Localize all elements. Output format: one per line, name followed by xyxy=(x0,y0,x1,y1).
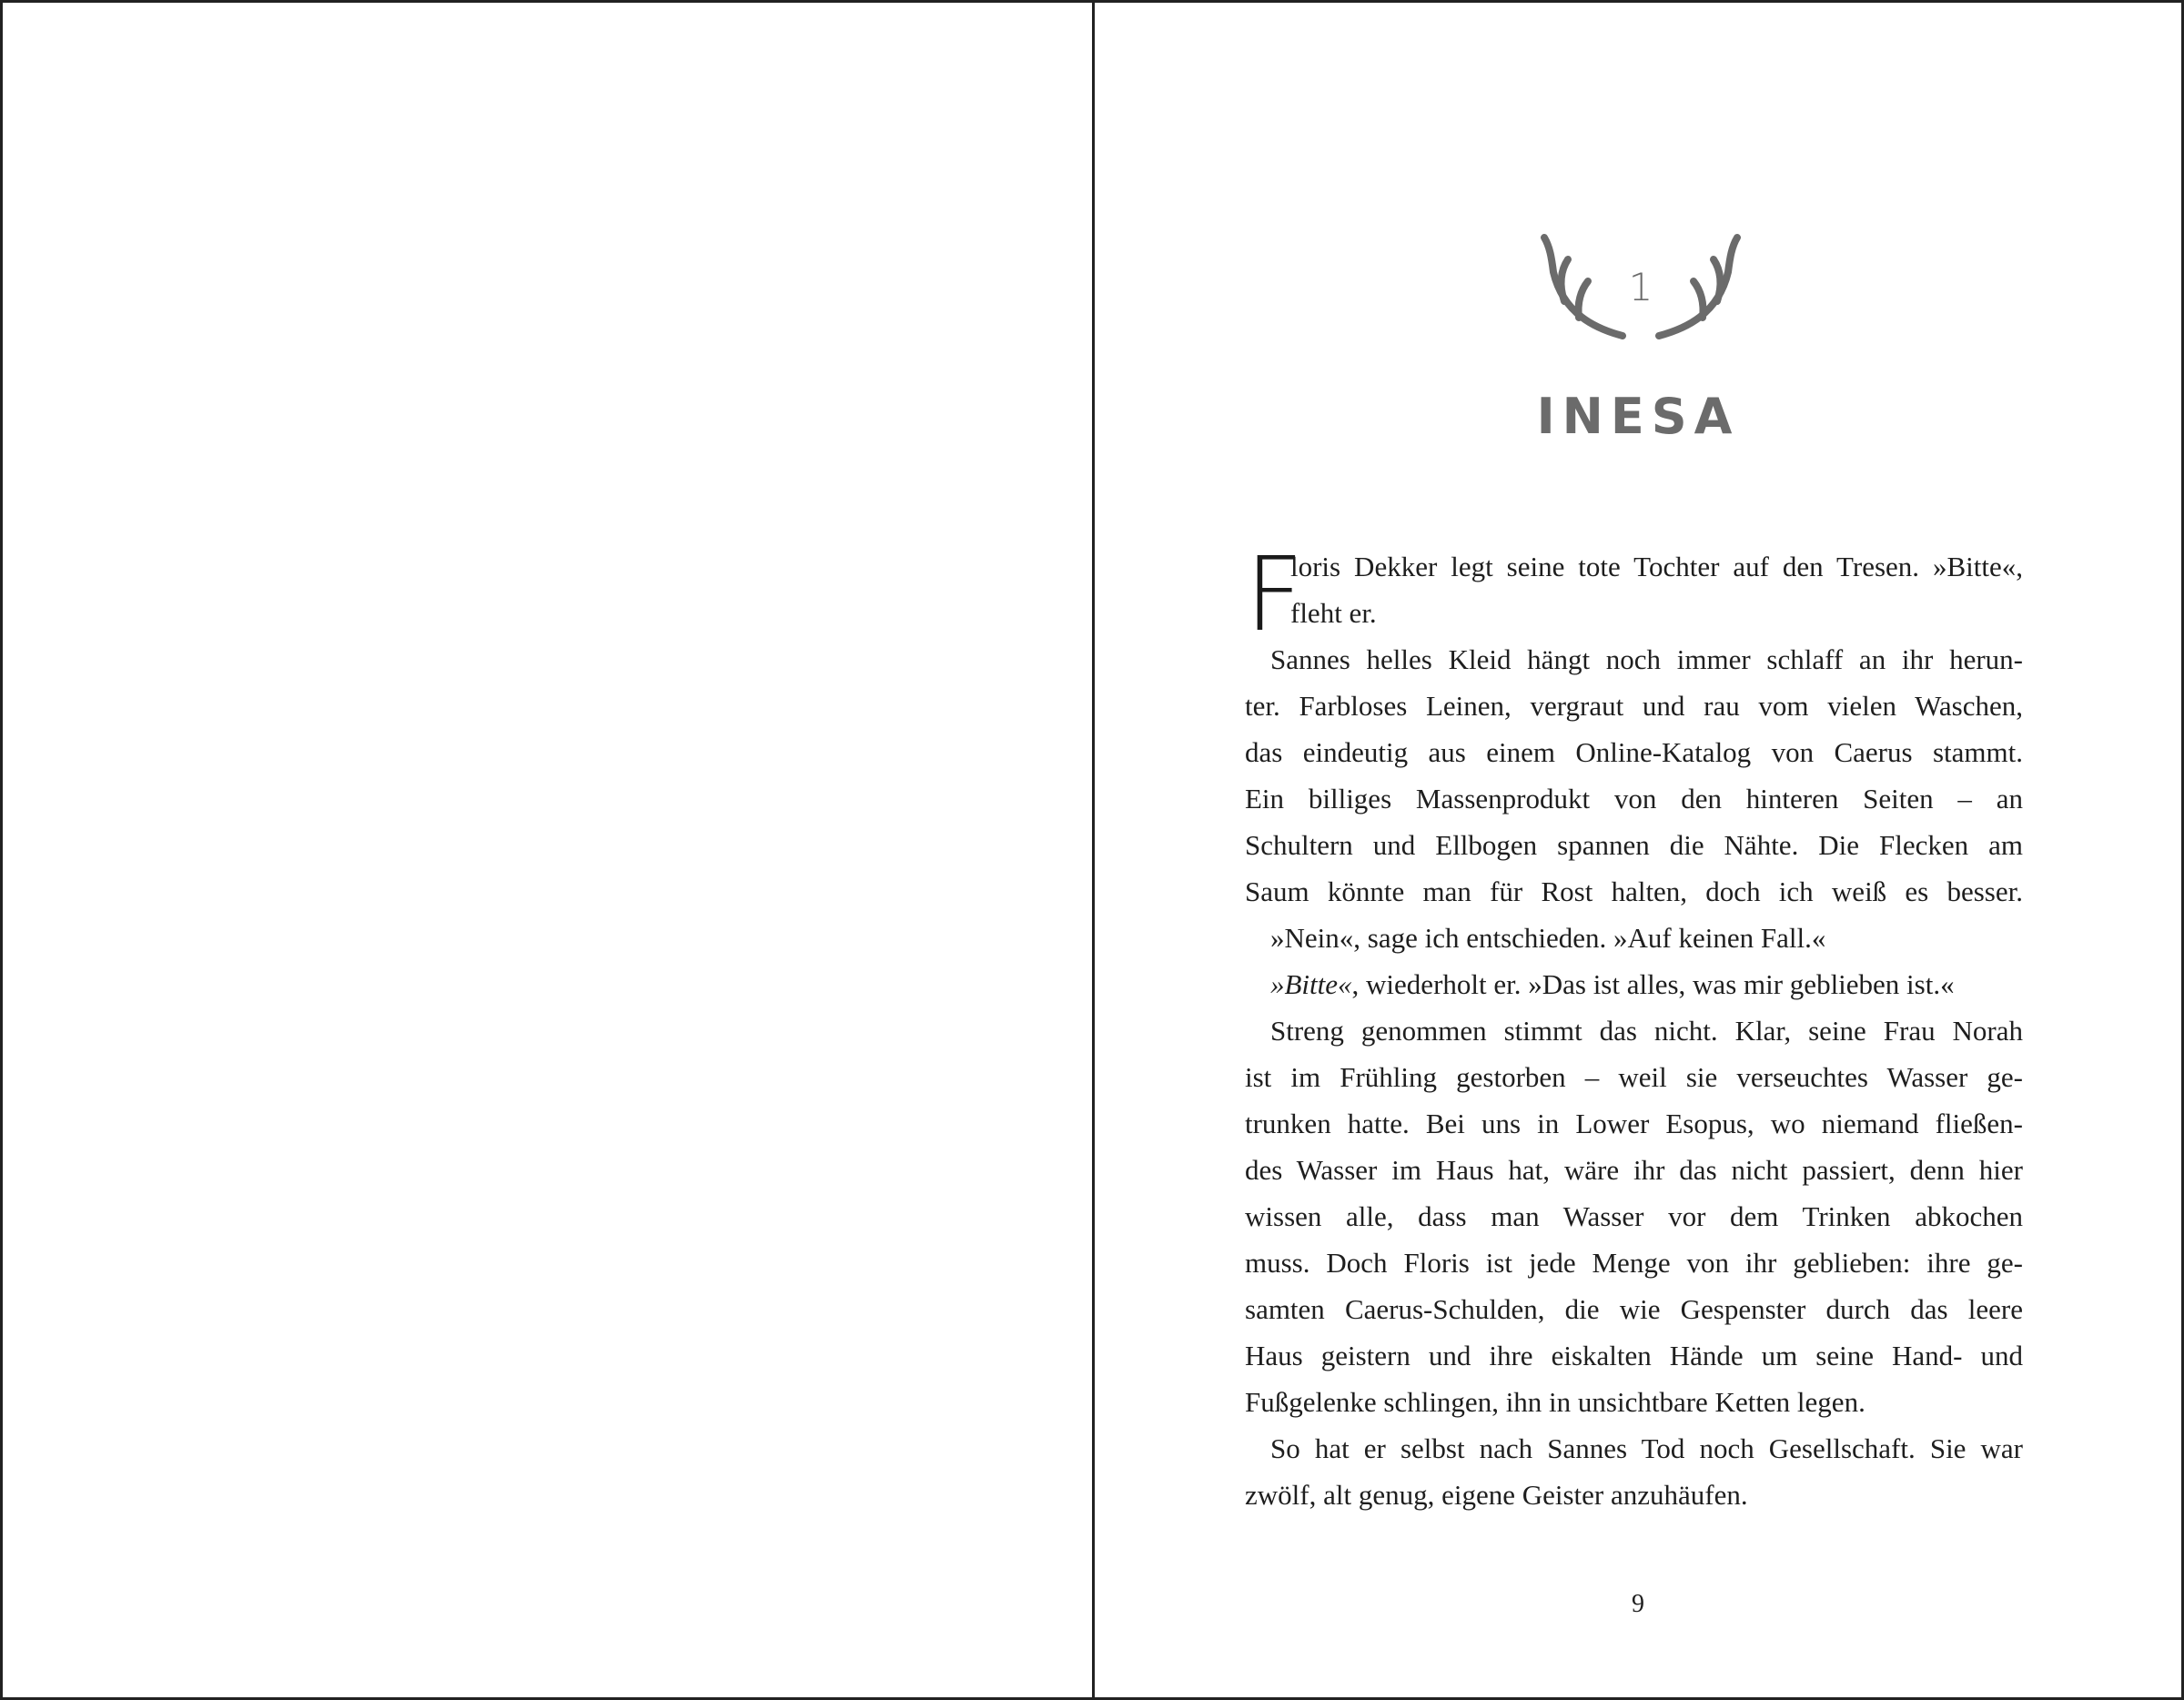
chapter-text xyxy=(1245,536,2023,1518)
italic-word: »Bitte« xyxy=(1270,968,1352,1000)
text-line: Fußgelenke schlingen, ihn in unsichtbare Ketten legen. xyxy=(1245,1386,1866,1418)
text-line: muss. Doch Floris ist jede Menge von ihr geblieben: ihre ge- xyxy=(1245,1247,2023,1279)
text-line: Saum könnte man für Rost halten, doch ich weiß es besser. xyxy=(1245,875,2023,907)
chapter-emblem xyxy=(1532,230,1750,349)
text-line: Schultern und Ellbogen spannen die Nähte. Die Flecken am xyxy=(1245,829,2023,861)
text-line: wissen alle, dass man Wasser vor dem Trinken abkochen xyxy=(1245,1200,2023,1232)
text-line: des Wasser im Haus hat, wäre ihr das nicht passiert, denn hier xyxy=(1245,1154,2023,1186)
text-line: das eindeutig aus einem Online-Katalog von Caerus stammt. xyxy=(1245,736,2023,768)
text-line: trunken hatte. Bei uns in Lower Esopus, wo niemand fließen- xyxy=(1245,1108,2023,1139)
text-line: ter. Farbloses Leinen, vergraut und rau vom vielen Waschen, xyxy=(1245,690,2023,722)
text-line-rest: , wiederholt er. »Das ist alles, was mir geblieben ist.« xyxy=(1351,968,1955,1000)
right-page xyxy=(1095,3,2181,1697)
text-line: Streng genommen stimmt das nicht. Klar, seine Frau Norah xyxy=(1270,1015,2023,1047)
text-line: fleht er. xyxy=(1290,597,1377,629)
chapter-title: INESA xyxy=(1536,388,1740,445)
text-line: Ein billiges Massenprodukt von den hinteren Seiten – an xyxy=(1245,783,2023,815)
text-line: Haus geistern und ihre eiskalten Hände um seine Hand- und xyxy=(1245,1340,2023,1371)
drop-cap: F xyxy=(1245,536,1304,654)
text-line: ist im Frühling gestorben – weil sie verseuchtes Wasser ge- xyxy=(1245,1061,2023,1093)
text-line: samten Caerus-Schulden, die wie Gespenster durch das leere xyxy=(1245,1293,2023,1325)
text-line: zwölf, alt genug, eigene Geister anzuhäufen. xyxy=(1245,1479,1748,1511)
page-number: 9 xyxy=(1632,1590,1644,1618)
chapter-number: 1 xyxy=(1628,265,1653,309)
text-line xyxy=(1245,961,2023,1007)
left-page-blank xyxy=(3,3,1092,1697)
text-line: So hat er selbst nach Sannes Tod noch Gesellschaft. Sie war xyxy=(1270,1432,2023,1464)
text-line: Sannes helles Kleid hängt noch immer schlaff an ihr herun- xyxy=(1270,643,2023,675)
text-line: loris Dekker legt seine tote Tochter auf den Tresen. »Bitte«, xyxy=(1290,551,2023,582)
text-line: »Nein«, sage ich entschieden. »Auf keinen Fall.« xyxy=(1270,922,1826,954)
